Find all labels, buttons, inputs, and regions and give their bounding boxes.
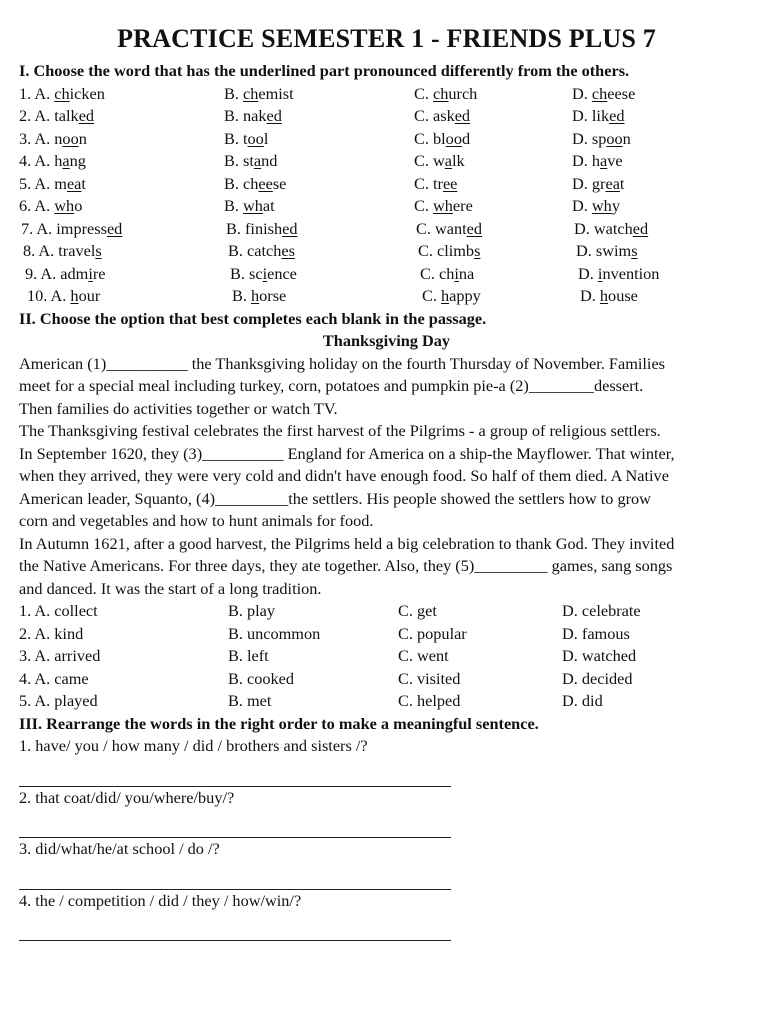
underlined-part: ed [78,106,95,125]
rearrange-item: 3. did/what/he/at school / do /? [19,839,220,858]
question-row [19,240,754,263]
underlined-part: s [631,241,638,260]
passage-line: American (1)__________ the Thanksgiving holiday on the fourth Thursday of November. Families [19,353,666,373]
option: C. blood [414,128,471,148]
section-2-heading: II. Choose the option that best completes each blank in the passage. [19,308,487,328]
option: C. walk [414,151,465,170]
underlined-part: a [62,151,70,170]
underlined-part: oo [62,128,79,148]
passage-title: Thanksgiving Day [322,331,451,350]
option: 10. A. hour [27,286,101,305]
passage-line: In Autumn 1621, after a good harvest, the Pilgrims held a big celebration to thank God. They invited [19,533,675,553]
section-3-heading: III. Rearrange the words in the right order to make a meaningful sentence. [19,713,539,733]
underlined-part: ee [258,173,273,193]
underlined-part: ch [433,83,449,103]
option: 3. A. noon [19,128,87,148]
underlined-part: ee [442,173,458,193]
question-row [19,128,754,151]
question-row [19,600,754,623]
option: C. went [398,646,449,665]
option: 5. A. played [19,691,98,710]
underlined-part: wh [243,196,263,215]
underlined-part: ed [106,218,123,238]
underlined-part: i [597,263,603,283]
option: C. church [414,83,478,103]
underlined-part: a [444,151,452,170]
underlined-part: ch [591,83,608,103]
option: B. catches [228,241,295,260]
question-row [19,645,754,668]
answer-line[interactable] [19,918,451,941]
option: B. left [228,646,269,665]
underlined-part: i [454,263,459,283]
option: B. chemist [224,83,294,103]
underlined-part: ed [609,106,625,125]
option: D. liked [572,106,625,125]
option: 5. A. meat [19,173,86,193]
option: B. stand [224,151,278,170]
question-row [19,668,754,691]
option: C. happy [422,286,481,305]
option: 2. A. talked [19,106,95,125]
underlined-part: wh [591,196,612,215]
rearrange-item: 4. the / competition / did / they / how/win/? [19,890,302,910]
answer-line[interactable] [19,867,451,890]
underlined-part: ea [605,173,620,193]
section-1-heading: I. Choose the word that has the underlined part pronounced differently from the others. [19,61,630,80]
underlined-part: s [474,241,481,260]
page-title: PRACTICE SEMESTER 1 - FRIENDS PLUS 7 [117,24,656,53]
passage-line: when they arrived, they were very cold and didn't have enough food. So half of them died. A Native [19,466,669,485]
option: C. tree [414,173,458,193]
underlined-part: ed [466,218,483,238]
option: C. asked [414,106,471,125]
option: D. celebrate [562,601,641,620]
option: C. visited [398,668,461,688]
option: D. great [572,173,625,193]
option: D. cheese [572,83,636,103]
option: 2. A. kind [19,623,84,643]
passage-line: meet for a special meal including turkey, corn, potatoes and pumpkin pie-a (2)________dessert. [19,376,644,395]
option: C. china [420,263,475,283]
underlined-part: ch [54,83,70,103]
question-row [19,285,754,308]
option: 4. A. hang [19,151,86,170]
underlined-part: ea [66,173,82,193]
underlined-part: ed [266,106,282,125]
question-row [19,173,754,196]
option: B. play [228,601,276,620]
option: D. watched [562,646,637,665]
passage-line: corn and vegetables and how to hunt animals for food. [19,511,374,530]
section-3-items [19,735,754,941]
option: D. swims [576,241,638,260]
underlined-part: oo [247,128,264,148]
passage-line: In September 1620, they (3)__________ England for America on a ship-the Mayflower. That winter, [19,443,675,463]
option: D. decided [562,668,633,688]
underlined-part: h [70,286,79,305]
option: D. spoon [572,128,631,148]
option: C. climbs [418,241,481,260]
question-row [19,690,754,713]
underlined-part: i [262,263,268,283]
section-2-questions [19,600,754,713]
passage-line: The Thanksgiving festival celebrates the first harvest of the Pilgrims - a group of religious settlers. [19,421,661,440]
option: B. naked [224,106,282,125]
option: C. popular [398,623,467,643]
option: B. cheese [224,173,287,193]
passage [19,353,754,601]
underlined-part: h [441,286,450,305]
option: C. helped [398,691,461,710]
underlined-part: ed [454,106,471,125]
option: 4. A. came [19,668,89,688]
option: D. house [580,286,638,305]
underlined-part: wh [54,196,75,215]
passage-line: Then families do activities together or watch TV. [19,398,338,418]
option: 1. A. chicken [19,83,105,103]
passage-line: American leader, Squanto, (4)_________the settlers. His people showed the settlers how to grow [19,488,651,508]
underlined-part: ed [282,218,298,238]
underlined-part: h [599,286,609,305]
option: 6. A. who [19,196,83,215]
option: D. invention [578,263,660,283]
question-row [19,150,754,173]
question-row [19,83,754,106]
option: B. what [224,196,275,215]
option: C. get [398,601,437,620]
underlined-part: oo [445,128,462,148]
section-1-questions [19,83,754,308]
option: B. cooked [228,668,295,688]
underlined-part: i [88,263,93,283]
underlined-part: wh [433,196,453,215]
question-row [19,218,754,241]
underlined-part: a [600,151,608,170]
option: B. uncommon [228,623,321,643]
question-row [19,105,754,128]
option: 8. A. travels [23,241,102,260]
underlined-part: oo [606,128,623,148]
underlined-part: a [253,151,262,170]
option: D. watched [574,218,649,238]
question-row [19,263,754,286]
option: 7. A. impressed [21,218,123,238]
underlined-part: h [251,286,260,305]
option: 9. A. admire [25,263,106,283]
option: C. where [414,196,473,215]
option: C. wanted [416,218,483,238]
rearrange-item: 1. have/ you / how many / did / brothers and sisters /? [19,736,368,755]
option: B. finished [226,218,298,238]
option: B. science [230,263,297,283]
answer-line[interactable] [19,764,451,787]
option: D. why [572,196,620,215]
passage-line: the Native Americans. For three days, they ate together. Also, they (5)_________ games, sang songs [19,556,673,575]
option: B. met [228,691,272,710]
question-row [19,623,754,646]
worksheet-page [19,22,754,941]
answer-line[interactable] [19,815,451,838]
rearrange-item: 2. that coat/did/ you/where/buy/? [19,787,235,807]
underlined-part: s [95,241,102,260]
passage-line: and danced. It was the start of a long tradition. [19,578,322,598]
option: 3. A. arrived [19,646,101,665]
option: B. horse [232,286,287,305]
option: B. tool [224,128,269,148]
underlined-part: es [281,241,295,260]
underlined-part: ch [243,83,259,103]
option: D. famous [562,623,630,643]
question-row [19,195,754,218]
option: D. have [572,151,623,170]
option: 1. A. collect [19,601,98,620]
option: D. did [562,691,603,710]
underlined-part: ed [632,218,649,238]
